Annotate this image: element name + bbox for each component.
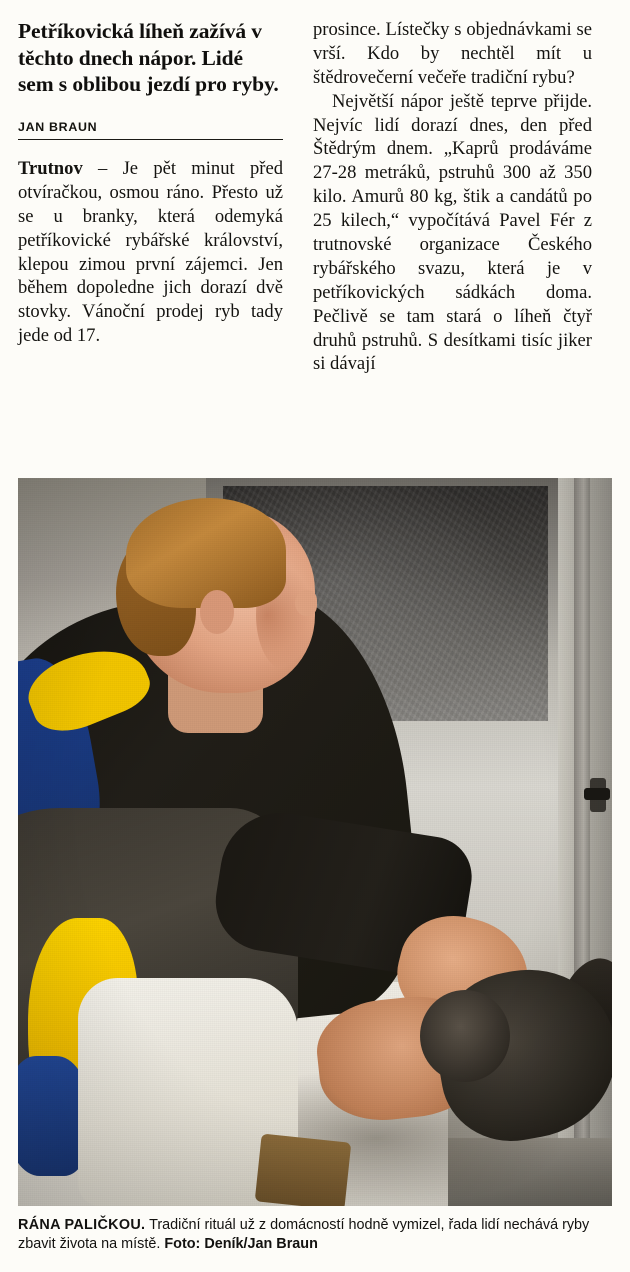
photo-scene [18,478,612,1206]
lead-paragraph [18,157,283,348]
lead-word: Trutnov [18,157,83,179]
article-columns [0,0,630,460]
man-hair [126,498,286,608]
belt [255,1133,352,1206]
article-body-right [313,18,592,376]
column-right [305,18,592,460]
page-title: Petříkovická líheň zažívá v těchto dnech nápor. Lidé sem s oblibou jezdí pro ryby. [18,19,279,97]
column-left [18,18,305,460]
byline: JAN BRAUN [18,120,283,140]
caption-text: Tradiční rituál už z domácností hodně vymizel, řada lidí nechává ryby zbavit života na místě. [18,1217,590,1253]
man-nose [295,590,317,616]
paragraph-continuation: prosince. Lístečky s objednávkami se vrší. Kdo by nechtěl mít u štědrovečerní večeře tradiční rybu? [313,19,592,88]
door-handle [584,788,610,800]
lead-rest: – Je pět minut před otvíračkou, osmou ráno. Přesto už se u branky, která odemyká petříkovické rybářské království, klepou zimou první zájemci. Jen během dopoledne jich dorazí dvě stovky. Vánoční prodej ryb tady jede od 17. [18,157,283,347]
paragraph-two: Největší nápor ještě teprve přijde. Nejvíc lidí dorazí dnes, den před Štědrým dnem. „Kaprů prodáváme 27-28 metráků, pstruhů 300 až 350 kilo. Amurů 80 kg, štik a candátů po 25 kilech,“ vypočítává Pavel Fér z trutnovské organizace Českého rybářského svazu, která je v petříkovických sádkách doma. Pečlivě se tam stará o líheň čtyř druhů pstruhů. S desítkami tisíc jiker si dávají [313,90,592,375]
caption-kicker: RÁNA PALIČKOU. [18,1217,146,1233]
photo-credit: Foto: Deník/Jan Braun [164,1236,318,1253]
article-body-left [18,157,283,348]
fish-head [420,990,510,1082]
man-ear [200,590,234,634]
article-photo [18,478,612,1206]
photo-caption [18,1216,612,1254]
